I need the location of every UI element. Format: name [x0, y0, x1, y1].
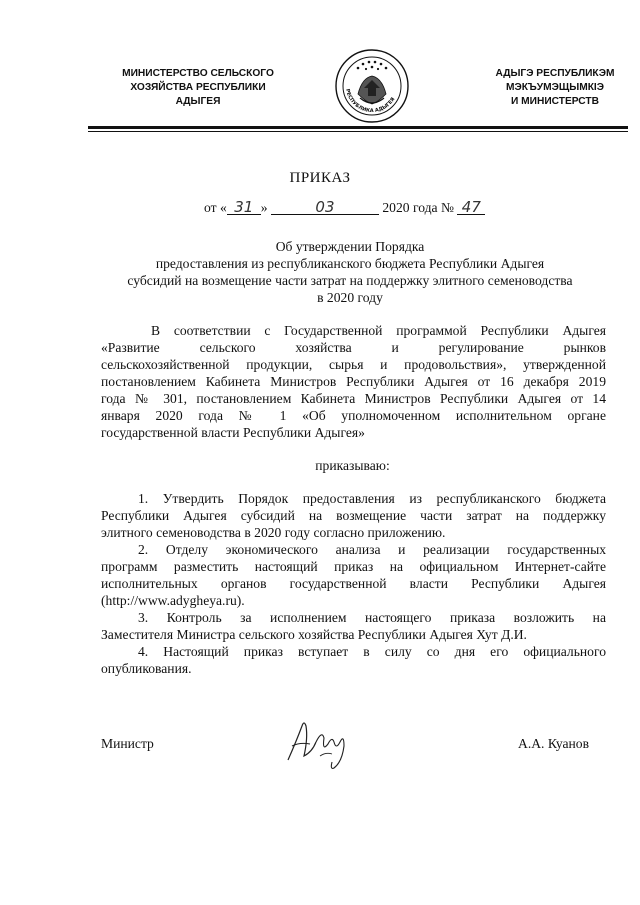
- clause-line: исполнительных органов государственной власти Республики Адыгея: [101, 576, 606, 591]
- clause-4: [101, 643, 606, 677]
- signatory-position: Министр: [101, 736, 154, 751]
- date-suffix: 2020 года №: [382, 200, 454, 215]
- letterhead-rule-thin: [88, 131, 628, 132]
- clause-line: 3. Контроль за исполнением настоящего приказа возложить на: [138, 610, 606, 625]
- date-prefix: от «: [204, 200, 227, 215]
- clause-2: [101, 541, 606, 609]
- letterhead-right-line: МЭКЪУМЭЩЫМКІЭ: [505, 82, 605, 93]
- subject-line: в 2020 году: [317, 290, 383, 305]
- date-day: 31: [227, 199, 261, 215]
- handwritten-signature: [282, 712, 364, 772]
- subject-line: Об утверждении Порядка: [275, 239, 425, 254]
- clauses: [101, 490, 606, 677]
- order-word: приказываю:: [315, 458, 390, 473]
- order-number: 47: [457, 199, 485, 215]
- letterhead-right-line: АДЫГЭ РЕСПУБЛИКЭМ: [495, 68, 615, 79]
- preamble: [101, 322, 606, 441]
- clause-1: [101, 490, 606, 541]
- page-title: ПРИКАЗ: [289, 170, 351, 186]
- clause-line: Заместителя Министра сельского хозяйства Республики Адыгея Хут Д.И.: [101, 627, 527, 642]
- order-subject: [90, 238, 610, 306]
- letterhead-left-line: МИНИСТЕРСТВО СЕЛЬСКОГО: [122, 68, 274, 79]
- letterhead-left: [88, 67, 308, 109]
- clause-line: опубликования.: [101, 661, 192, 676]
- subject-line: субсидий на возмещение части затрат на поддержку элитного семеноводства: [127, 273, 573, 288]
- preamble-line: «Развитие сельского хозяйства и регулирование рынков: [101, 340, 606, 355]
- clause-line: 1. Утвердить Порядок предоставления из республиканского бюджета: [138, 491, 606, 506]
- clause-line: программ разместить настоящий приказ на официальном Интернет-сайте: [101, 559, 606, 574]
- date-month: 03: [271, 199, 379, 215]
- letterhead-left-line: АДЫГЕЯ: [175, 96, 221, 107]
- letterhead-rule-thick: [88, 126, 628, 129]
- clause-line: 4. Настоящий приказ вступает в силу со дня его официального: [138, 644, 606, 659]
- clause-line: 2. Отделу экономического анализа и реализации государственных: [138, 542, 606, 557]
- preamble-line: января 2020 года № 1 «Об уполномоченном исполнительном органе: [101, 408, 606, 423]
- preamble-line: В соответствии с Государственной программой Республики Адыгея: [151, 323, 606, 338]
- date-mid: »: [260, 200, 268, 215]
- clause-line: (http://www.adygheya.ru).: [101, 593, 245, 608]
- preamble-line: государственной власти Республики Адыгея»: [101, 425, 365, 440]
- letterhead-right-line: И МИНИСТЕРСТВ: [511, 96, 599, 107]
- letterhead-right: [470, 67, 640, 109]
- preamble-line: сельскохозяйственной продукции, сырья и продовольствия», утвержденной: [101, 357, 606, 372]
- preamble-line: постановлением Кабинета Министров Республики Адыгея от 16 декабря 2019: [101, 374, 606, 389]
- clause-3: [101, 609, 606, 643]
- order-date-line: [204, 199, 485, 216]
- preamble-line: года № 301, постановлением Кабинета Министров Республики Адыгея от 14: [101, 391, 606, 406]
- emblem-caption: РЕСПУБЛИКА АДЫГЕЯ: [344, 88, 397, 115]
- clause-line: Республики Адыгея субсидий на возмещение части затрат на поддержку: [101, 508, 606, 523]
- subject-line: предоставления из республиканского бюджета Республики Адыгея: [155, 256, 545, 271]
- coat-of-arms-emblem: [334, 48, 410, 124]
- letterhead-left-line: ХОЗЯЙСТВА РЕСПУБЛИКИ: [130, 82, 266, 93]
- signatory-name: А.А. Куанов: [518, 736, 590, 751]
- clause-line: элитного семеноводства в 2020 году согласно приложению.: [101, 525, 446, 540]
